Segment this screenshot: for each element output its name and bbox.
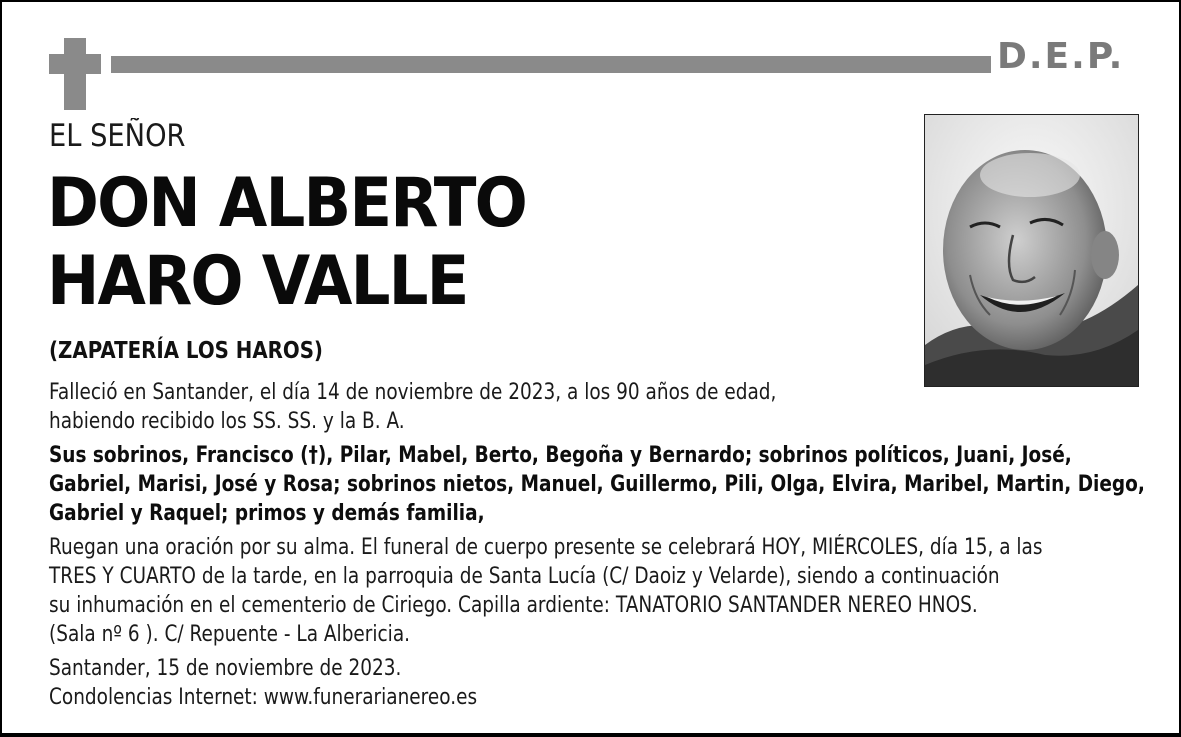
death-info-line1: Falleció en Santander, el día 14 de noviembre de 2023, a los 90 años de edad,	[49, 380, 777, 405]
deceased-name-line1: DON ALBERTO	[47, 164, 526, 243]
service-line3: su inhumación en el cementerio de Ciriego. Capilla ardiente: TANATORIO SANTANDER NEREO HNOS.	[49, 593, 978, 618]
deceased-name-line2: HARO VALLE	[47, 242, 468, 321]
family-line2: Gabriel, Marisi, José y Rosa; sobrinos nietos, Manuel, Guillermo, Pili, Olga, Elvira, Maribel, Martin, Diego,	[49, 472, 1145, 497]
portrait-photo	[924, 114, 1139, 387]
family-line1: Sus sobrinos, Francisco (†), Pilar, Mabel, Berto, Begoña y Bernardo; sobrinos políticos, Juani, José,	[49, 443, 1072, 468]
service-line4: (Sala nº 6 ). C/ Repuente - La Albericia.	[49, 622, 411, 647]
header-rule	[111, 56, 991, 73]
cross-icon	[64, 38, 86, 110]
death-info-line2: habiendo recibido los SS. SS. y la B. A.	[49, 409, 405, 434]
date-line: Santander, 15 de noviembre de 2023.	[49, 656, 402, 681]
honorific: EL SEÑOR	[49, 118, 186, 154]
cross-icon-bar	[49, 54, 101, 74]
dep-label: D.E.P.	[997, 36, 1125, 77]
family-line3: Gabriel y Raquel; primos y demás familia,	[49, 501, 485, 526]
condolences-line: Condolencias Internet: www.funerarianereo.es	[49, 685, 478, 710]
service-line1: Ruegan una oración por su alma. El funeral de cuerpo presente se celebrará HOY, MIÉRCOLES, día 15, a las	[49, 535, 1043, 560]
business-name: (ZAPATERÍA LOS HAROS)	[49, 338, 323, 364]
service-line2: TRES Y CUARTO de la tarde, en la parroquia de Santa Lucía (C/ Daoiz y Velarde), siendo a continuación	[49, 564, 1000, 589]
portrait-image	[925, 115, 1138, 386]
